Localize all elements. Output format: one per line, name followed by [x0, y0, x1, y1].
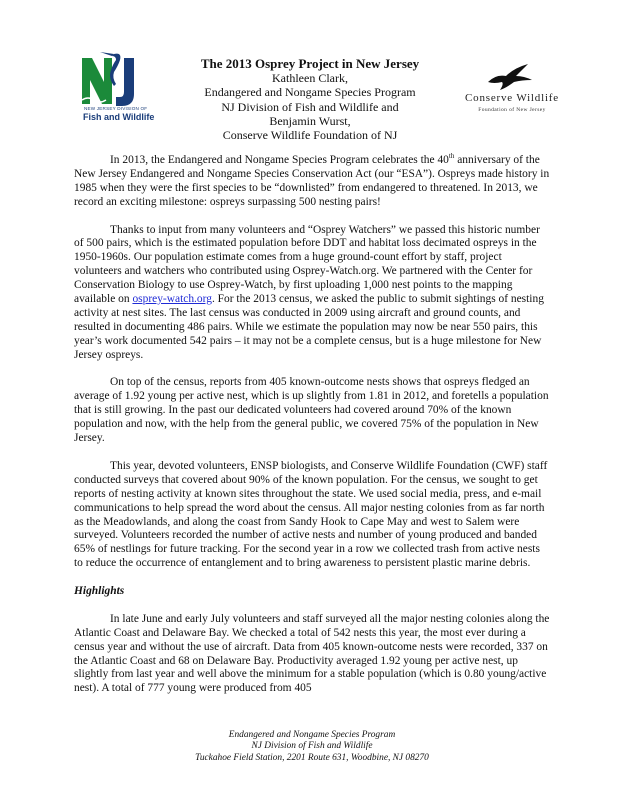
paragraph: In late June and early July volunteers and staff surveyed all the major nesting colonies along the Atlantic Coast and Delaware Bay. We checked a total of 542 nests this year, the most ever during a census year and without the use of aircraft. Data from 405 known-outcome nests were recorded, 337 on the Atlantic Coast and 68 on Delaware Bay. Productivity averaged 1.92 young per active nest, up slightly from last year and well above the minimum for a stable population (which is 0.80 young/active nest). A total of 777 young were produced from 405: [74, 612, 550, 695]
affiliation-line: Conserve Wildlife Foundation of NJ: [222, 128, 398, 143]
osprey-watch-link[interactable]: osprey-watch.org: [132, 293, 212, 306]
logo-small-text: NEW JERSEY DIVISION OF: [84, 106, 148, 111]
footer-line: Tuckahoe Field Station, 2201 Route 631, Woodbine, NJ 08270: [195, 752, 429, 763]
affiliation-line: Endangered and Nongame Species Program: [204, 85, 416, 100]
author-line: Kathleen Clark,: [272, 71, 348, 86]
document-title: The 2013 Osprey Project in New Jersey: [200, 56, 420, 71]
affiliation-line: NJ Division of Fish and Wildlife and: [221, 99, 399, 114]
cw-logo-subtitle: Foundation of New Jersey: [478, 107, 546, 113]
document-header: [170, 57, 450, 142]
author-line: Benjamin Wurst,: [269, 113, 351, 128]
cw-logo-name: Conserve Wildlife: [465, 92, 559, 104]
logo-name: Fish and Wildlife: [83, 112, 155, 122]
footer-line: Endangered and Nongame Species Program: [228, 730, 396, 740]
paragraph: On top of the census, reports from 405 known-outcome nests shows that ospreys fledged an average of 1.92 young per active nest, which is up slightly from 1.81 in 2012, and foretells a population that is still growing. In the past our dedicated volunteers had covered around 70% of the known population and now, with the help from the general public, we covered 75% of the population in New Jersey.: [74, 376, 549, 445]
document-footer: [74, 730, 550, 764]
paragraph: This year, devoted volunteers, ENSP biologists, and Conserve Wildlife Foundation (CWF) staff conducted surveys that covered about 90% of the known population. For the census, we sought to get reports of nesting activity at known sites throughout the state. We used social media, press, and e-mail communications to help spread the word about the census. All major nesting colonies from as far north as the Meadowlands, and along the coast from Sandy Hook to Cape May and west to Salem were surveyed. Volunteers recorded the number of active nests and number of young produced and banded 65% of nestlings for future tracking. For the second year in a row we collected trash from active nests to reduce the occurrence of entanglement and to bring awareness to persistent plastic marine debris.: [74, 459, 548, 570]
paragraph: Thanks to input from many volunteers and “Osprey Watchers” we passed this historic number of 500 pairs, which is the estimated population before DDT and habitat loss decimated ospreys in the 1950-1960s. Our population estimate comes from a huge ground-count effort by staff, project volunteers and watchers who contributed using Osprey-Watch.org. We partnered with the Center for Conservation Biology to use Osprey-Watch, by first uploading 1,000 nest points to the mapping available on osprey-watch.org. For the 2013 census, we asked the public to submit sightings of nesting activity at nest sites. The last census was conducted in 2009 using aircraft and ground counts, and resulted in documenting 486 pairs. While we estimate the population may now be near 550 pairs, this year’s work documented 542 pairs – it may not be a complete census, but is a huge milestone for New Jersey ospreys.: [74, 223, 544, 361]
highlights-heading: Highlights: [74, 585, 125, 598]
footer-line: NJ Division of Fish and Wildlife: [251, 741, 373, 752]
paragraph: In 2013, the Endangered and Nongame Species Program celebrates the 40th anniversary of the New Jersey Endangered and Nongame Species Conservation Act (our “ESA”). Ospreys made history in 1985 when they were the first species to be “downlisted” from endangered to threatened. In 2013, we record an exciting milestone: ospreys surpassing 500 nesting pairs!: [74, 152, 550, 208]
document-body: [74, 154, 550, 696]
